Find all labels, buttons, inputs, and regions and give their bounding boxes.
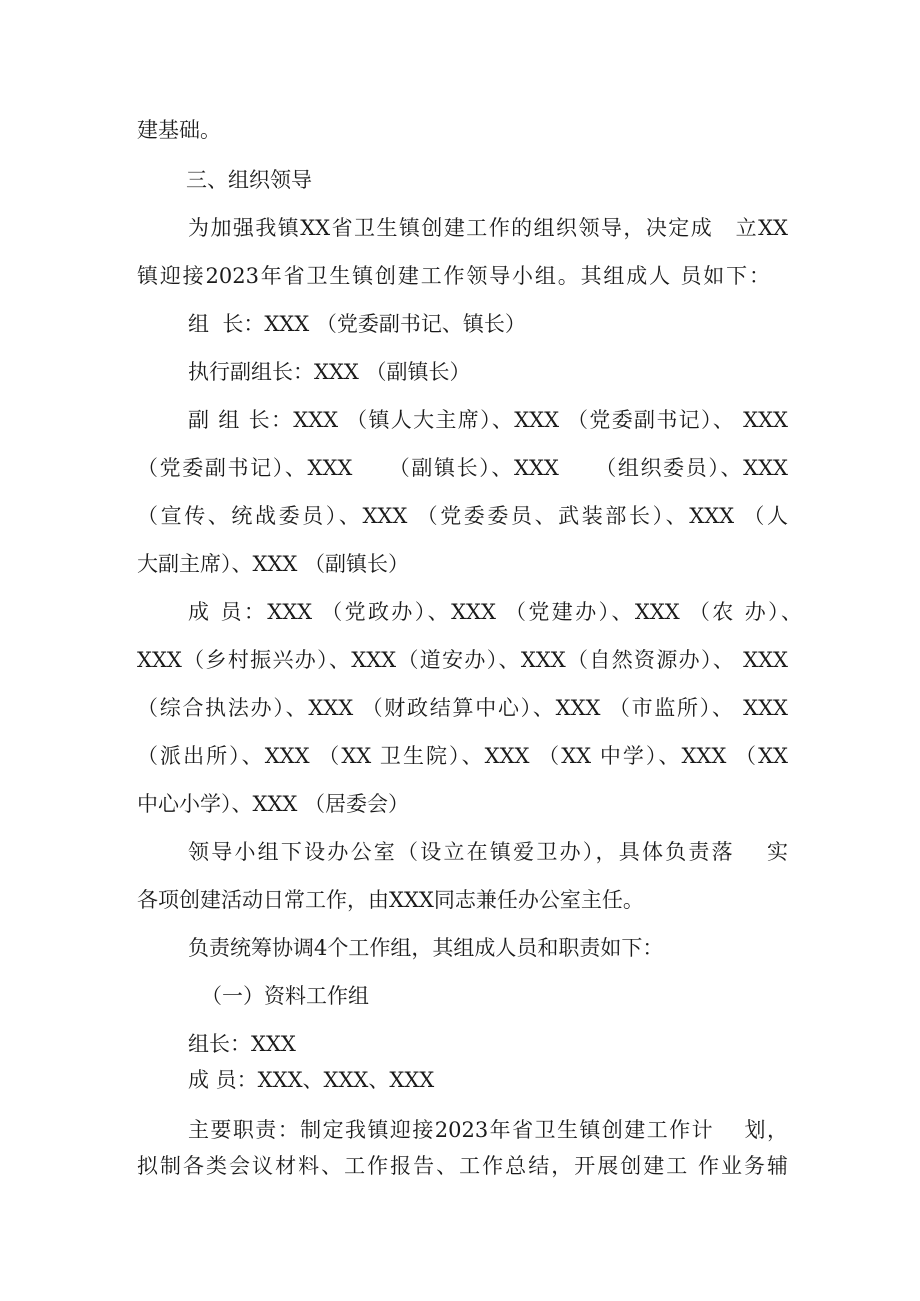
text-line: 为加强我镇XX省卫生镇创建工作的组织领导，决定成 立XX [188, 216, 788, 240]
text-line: 领导小组下设办公室（设立在镇爱卫办），具体负责落 实 [188, 840, 788, 864]
text-line: 各项创建活动日常工作，由XXX同志兼任办公室主任。 [137, 888, 644, 912]
text-line: 镇迎接2023年省卫生镇创建工作领导小组。其组成人 员如下： [137, 264, 770, 288]
text-line: 副 组 长：XXX （镇人大主席）、XXX （党委副书记）、 XXX [188, 408, 788, 432]
text-line: 组长：XXX [188, 1032, 296, 1056]
text-line: 执行副组长：XXX （副镇长） [188, 360, 471, 384]
text-line: XXX（乡村振兴办）、XXX（道安办）、XXX（自然资源办）、 XXX [137, 648, 788, 672]
text-line: （综合执法办）、XXX （财政结算中心）、XXX （市监所）、 XXX [137, 696, 788, 720]
text-line: 中心小学）、XXX （居委会） [137, 792, 410, 816]
text-line: 建基础。 [137, 118, 221, 142]
text-line: 组 长：XXX （党委副书记、镇长） [188, 312, 526, 336]
text-line: （党委副书记）、XXX （副镇长）、XXX （组织委员）、XXX [137, 456, 788, 480]
text-line: （派出所）、XXX （XX 卫生院）、XXX （XX 中学）、XXX （XX [137, 744, 788, 768]
subsection-heading: （一）资料工作组 [201, 984, 369, 1008]
section-heading: 三、组织领导 [186, 168, 312, 192]
text-line: 成 员：XXX、XXX、XXX [188, 1068, 435, 1092]
text-line: 成 员：XXX （党政办）、XXX （党建办）、XXX （农 办）、 [188, 600, 802, 624]
text-line: 拟制各类会议材料、工作报告、工作总结，开展创建工 作业务辅 [137, 1154, 788, 1178]
text-line: 大副主席）、XXX （副镇长） [137, 552, 410, 576]
text-line: （宣传、统战委员）、XXX （党委委员、武装部长）、XXX （人 [137, 504, 788, 528]
text-line: 负责统筹协调4个工作组，其组成人员和职责如下： [188, 936, 664, 960]
text-line: 主要职责：制定我镇迎接2023年省卫生镇创建工作计 划， [188, 1118, 788, 1142]
